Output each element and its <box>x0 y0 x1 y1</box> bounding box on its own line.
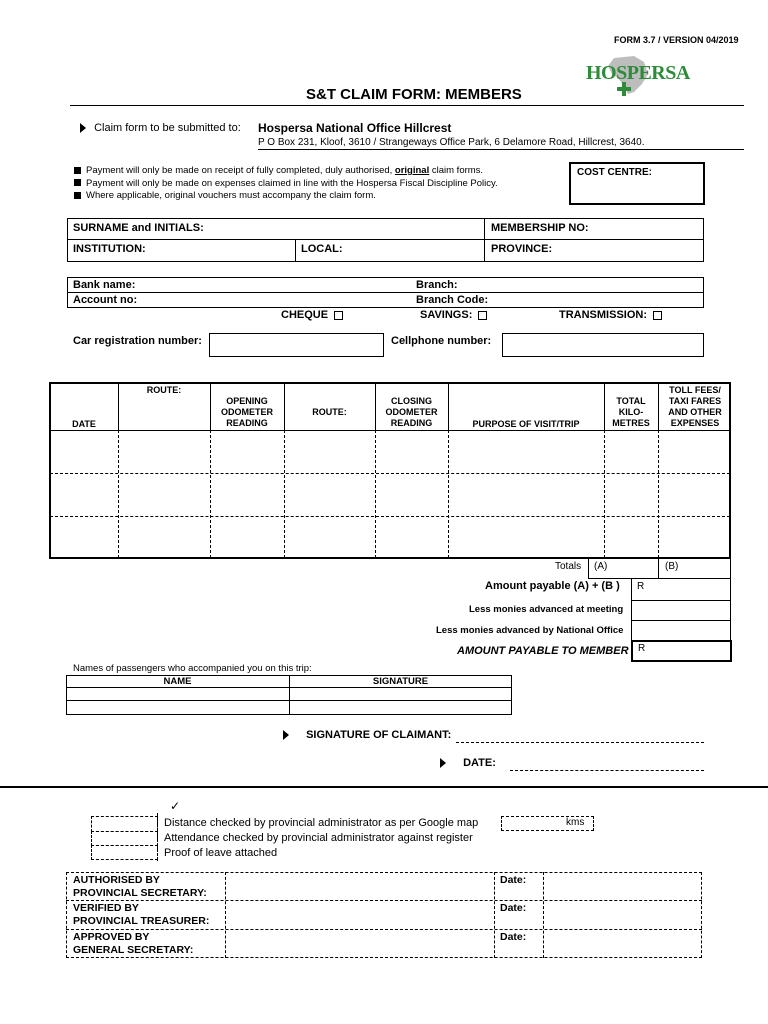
submission-rule <box>258 149 744 150</box>
total-b-cell[interactable]: (B) <box>658 558 731 579</box>
col-toll-fees: TOLL FEES/ TAXI FARES AND OTHER EXPENSES <box>668 385 722 428</box>
membership-no-field[interactable]: MEMBERSHIP NO: <box>484 218 704 240</box>
approval-verified: VERIFIED BY PROVINCIAL TREASURER: <box>73 902 210 927</box>
bullet-icon <box>74 167 81 174</box>
branch-label[interactable]: Branch: <box>416 279 458 291</box>
less-national-cell[interactable] <box>631 620 731 641</box>
logo-text: HOSPERSA <box>586 62 690 84</box>
car-registration-input[interactable] <box>209 333 384 357</box>
arrow-icon <box>440 758 446 768</box>
kms-field[interactable]: kms <box>501 816 594 831</box>
approval-authorised: AUTHORISED BY PROVINCIAL SECRETARY: <box>73 874 207 899</box>
col-route-2: ROUTE: <box>312 407 347 417</box>
tick-icon: ✓ <box>170 799 181 813</box>
branch-code-label[interactable]: Branch Code: <box>416 294 489 306</box>
col-closing-odometer: CLOSING ODOMETER READING <box>385 396 438 428</box>
passengers-label: Names of passengers who accompanied you on this trip: <box>73 663 312 674</box>
submission-label: Claim form to be submitted to: <box>80 122 241 134</box>
vertical-dash <box>157 813 158 861</box>
check-distance-label: Distance checked by provincial administrator as per Google map <box>164 817 479 829</box>
passenger-name-header: NAME <box>163 676 192 687</box>
payable-member-label: AMOUNT PAYABLE TO MEMBER <box>457 645 629 657</box>
section-divider <box>0 786 768 788</box>
page-title: S&T CLAIM FORM: MEMBERS <box>306 86 522 103</box>
total-a-cell[interactable]: (A) <box>588 558 659 579</box>
col-total-km: TOTAL KILO-METRES <box>612 396 650 428</box>
surname-field[interactable]: SURNAME and INITIALS: <box>67 218 485 240</box>
institution-field[interactable]: INSTITUTION: <box>67 239 296 262</box>
cost-centre-label: COST CENTRE: <box>577 167 652 178</box>
approval-date[interactable]: Date: <box>500 902 527 914</box>
amount-payable-label: Amount payable (A) + (B ) <box>485 580 620 592</box>
office-address: P O Box 231, Kloof, 3610 / Strangeways Office Park, 6 Delamore Road, Hillcrest, 3640. <box>258 137 645 148</box>
hospersa-logo <box>584 52 690 102</box>
checkbox-icon[interactable] <box>478 311 487 320</box>
claimant-date-line[interactable] <box>510 770 704 771</box>
col-route-1: ROUTE: <box>146 385 182 395</box>
col-date: DATE <box>72 419 96 429</box>
arrow-icon <box>283 730 289 740</box>
payment-transmission[interactable]: TRANSMISSION: <box>559 309 662 321</box>
approval-date[interactable]: Date: <box>500 874 527 886</box>
local-field[interactable]: LOCAL: <box>295 239 485 262</box>
check-leave-label: Proof of leave attached <box>164 847 278 859</box>
car-registration-label: Car registration number: <box>73 335 202 347</box>
bullet-icon <box>74 192 81 199</box>
arrow-icon <box>80 123 86 133</box>
approval-approved: APPROVED BY GENERAL SECRETARY: <box>73 931 194 956</box>
payment-cheque[interactable]: CHEQUE <box>281 309 343 321</box>
office-name: Hospersa National Office Hillcrest <box>258 121 452 135</box>
note-item: Where applicable, original vouchers must accompany the claim form. <box>74 190 498 203</box>
less-meeting-cell[interactable] <box>631 600 731 621</box>
checkbox-icon[interactable] <box>334 311 343 320</box>
check-box-attendance[interactable] <box>91 831 158 846</box>
table-row[interactable] <box>50 516 730 517</box>
less-national-label: Less monies advanced by National Office <box>436 625 624 636</box>
table-row[interactable] <box>50 473 730 474</box>
check-box-distance[interactable] <box>91 816 158 832</box>
province-field[interactable]: PROVINCE: <box>484 239 704 262</box>
amount-payable-cell[interactable]: R <box>631 578 731 601</box>
bullet-icon <box>74 179 81 186</box>
notes-list <box>74 165 498 203</box>
claimant-signature-line[interactable] <box>456 742 704 743</box>
cellphone-label: Cellphone number: <box>391 335 492 347</box>
note-item: Payment will only be made on receipt of fully completed, duly authorised, original claim forms. <box>74 165 498 178</box>
approval-date[interactable]: Date: <box>500 931 527 943</box>
form-version: FORM 3.7 / VERSION 04/2019 <box>614 35 739 45</box>
less-meeting-label: Less monies advanced at meeting <box>469 604 624 615</box>
col-opening-odometer: OPENING ODOMETER READING <box>220 396 273 428</box>
checkbox-icon[interactable] <box>653 311 662 320</box>
bank-details <box>67 277 704 308</box>
payable-member-cell[interactable]: R <box>631 640 732 662</box>
bank-name-label[interactable]: Bank name: <box>73 279 136 291</box>
claimant-date-label: DATE: <box>440 757 496 769</box>
passenger-signature-header: SIGNATURE <box>372 676 429 687</box>
account-no-label[interactable]: Account no: <box>73 294 138 306</box>
cellphone-input[interactable] <box>502 333 704 357</box>
totals-label: Totals <box>555 561 582 572</box>
check-attendance-label: Attendance checked by provincial administrator against register <box>164 832 473 844</box>
note-item: Payment will only be made on expenses claimed in line with the Hospersa Fiscal Discipline Policy. <box>74 178 498 191</box>
col-purpose: PURPOSE OF VISIT/TRIP <box>472 419 580 429</box>
cost-centre-box[interactable] <box>569 162 705 205</box>
title-rule <box>70 105 744 106</box>
payment-savings[interactable]: SAVINGS: <box>420 309 487 321</box>
check-box-leave[interactable] <box>91 845 158 860</box>
claimant-signature-label: SIGNATURE OF CLAIMANT: <box>283 729 451 741</box>
